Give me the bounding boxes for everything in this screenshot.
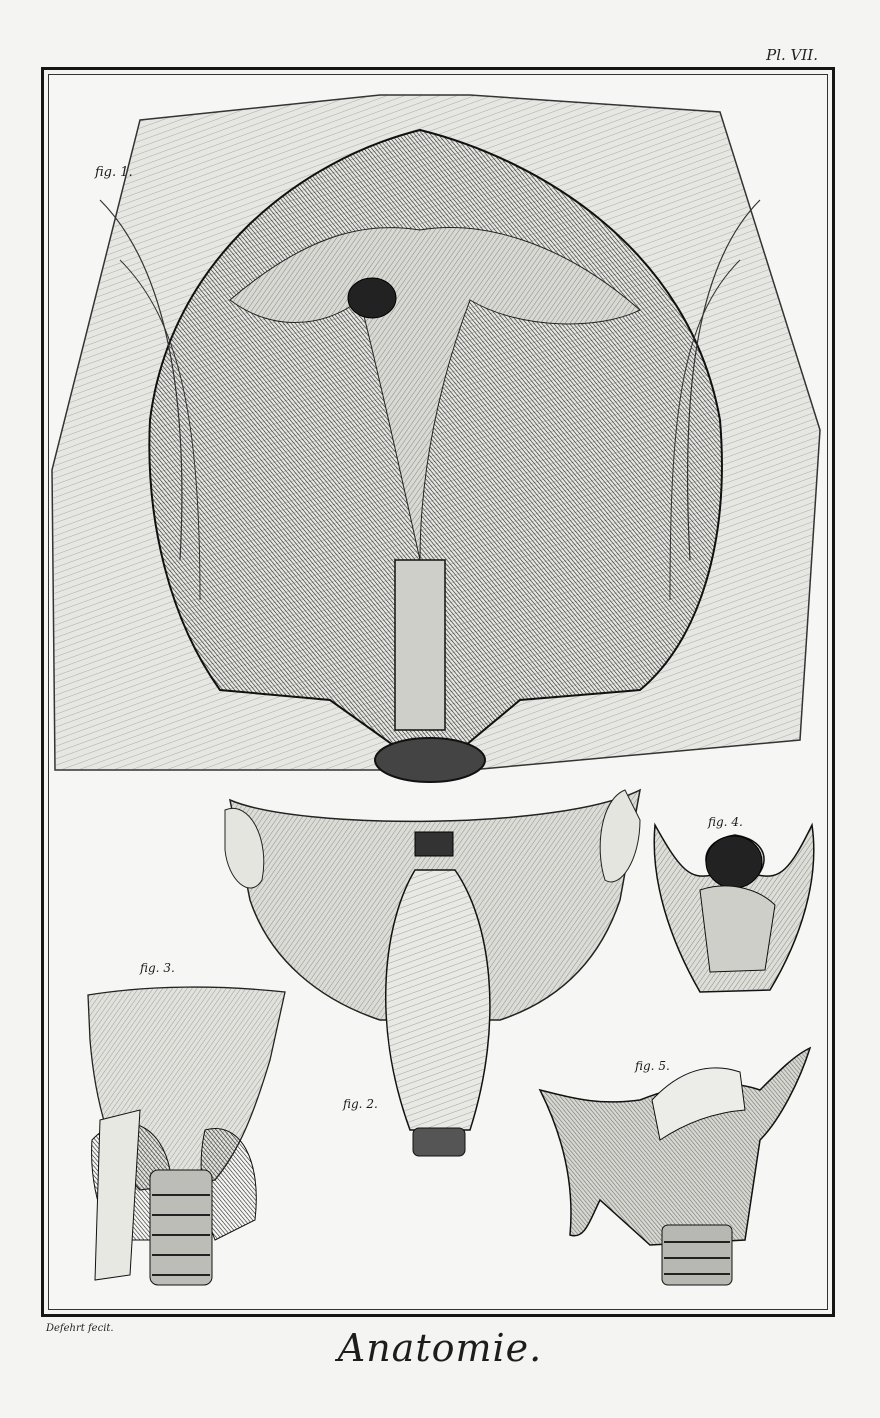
figure-5-label: fig. 5. <box>635 1059 670 1073</box>
figure-1-diaphragm <box>52 95 820 782</box>
figure-5-larynx-lateral <box>540 1048 810 1285</box>
figure-3-larynx <box>88 987 285 1285</box>
figure-4-label: fig. 4. <box>708 815 743 829</box>
figure-4-cartilage <box>654 825 814 992</box>
plate-caption: Anatomie. <box>337 1326 543 1370</box>
figure-2-label: fig. 2. <box>343 1097 378 1111</box>
figure-3-label: fig. 3. <box>140 961 175 975</box>
figure-1-label: fig. 1. <box>95 165 133 180</box>
engraver-credit: Defehrt fecit. <box>46 1323 114 1334</box>
plate-number: Pl. VII. <box>766 46 818 64</box>
